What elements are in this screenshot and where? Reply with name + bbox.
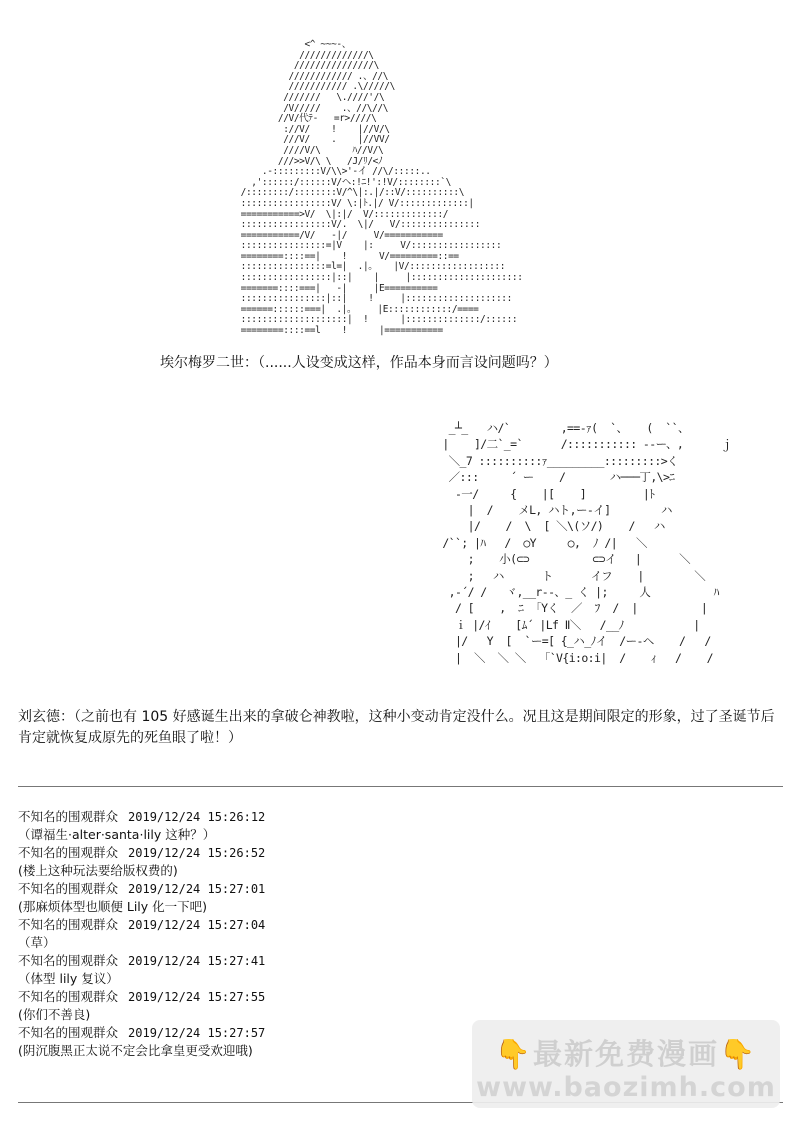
ascii-art-liuxuande: _┴_ ハ/` ,==‐ｧ( `、 ( ``、 | ]/二`_=` /::::::::::: ‐-ー、, ｊ ＼_7 ::::::::::ｧ_________:::::::::>く ／::: ´ ー / ハ───丁,\>ﾆ -一/ { |[ ] |ﾄ | / メL, ハト,ー-イ] ハ |/ / \ [ ＼\(ソ/) / ハ /``; |ﾊ / ○Y ○, ﾉ /| ＼ ; 小(⊂⊃ ⊂⊃イ | ＼ ; ハ ト イフ | ＼ ,-´/ / ヾ,__r--、_ く |; 人 ﾊ / [ , ﾆ ｢Yく ／ ﾌ / | | ｉ |/ｲ [ﾑ´ |Lf Ⅱ＼ /__ﾉ | |/ Y [ `ー=[ {_ハ_ﾉイ /ー-ヘ / / | ＼ ＼ ＼ ｢`V{i:o:i| / ｨ / /	[442, 421, 733, 665]
comment-list	[18, 808, 438, 1060]
comment-item	[18, 1024, 438, 1060]
comment-item	[18, 916, 438, 952]
comment-time: 2019/12/24 15:27:41	[128, 954, 266, 968]
comment-text: (那麻烦体型也顺便 Lily 化一下吧)	[18, 899, 208, 914]
watermark-title: 最新免费漫画	[532, 1037, 719, 1071]
watermark-title-row	[472, 1032, 780, 1073]
comment-text: (阴沉腹黑正太说不定会比拿皇更受欢迎哦)	[18, 1043, 253, 1058]
caption-ermeiro: 埃尔梅罗二世：（......人设变成这样，作品本身而言设问题吗？）	[160, 355, 558, 371]
comment-user: 不知名的围观群众	[18, 809, 119, 824]
comment-user: 不知名的围观群众	[18, 917, 119, 932]
comment-user: 不知名的围观群众	[18, 989, 119, 1004]
comment-user: 不知名的围观群众	[18, 845, 119, 860]
watermark-url[interactable]: www.baozimh.com	[476, 1072, 776, 1103]
comment-item	[18, 808, 438, 844]
comment-item	[18, 880, 438, 916]
comment-time: 2019/12/24 15:26:52	[128, 846, 266, 860]
comment-user: 不知名的围观群众	[18, 1025, 119, 1040]
comment-text: （谭福生·alter·santa·lily 这种？）	[18, 827, 216, 842]
comment-text: (楼上这种玩法要给版权费的)	[18, 863, 178, 878]
divider-top	[18, 786, 783, 787]
comment-time: 2019/12/24 15:27:55	[128, 990, 266, 1004]
watermark-banner[interactable]	[472, 1020, 780, 1108]
ascii-art-ermeiro: <^ ~~~-、 /////////////\ ///////////////\ //////////// .、//\ /////////// .\/////\ /////// \.////'/\ /V///// .、//\//\ //V/代ﾃ- =r>////\ ://V/ ! |//V/\ ///V/ . |//VV/ ////V/\ ﾊ//V/\ ///>>V/\ \ /J/ﾘ/<ﾉ .-:::::::::V/\\>'-イ //\/:::::.. ,'::::::/::::::V/ヘ:!ﾆ!':!V/::::::::`\ /::::::::/::::::::V/^\|:.|/::V/::::::::::\ :::::::::::::::::V/ \:|ﾄ.|/ V/:::::::::::::| ===========>V/ \|:|/ V/:::::::::::::/ :::::::::::::::::V/. \|/ V/::::::::::::::: ===========/V/ -|/ V/=========== ::::::::::::::::=|V |: V/::::::::::::::::: ========::::==| ! V/=========::== ::::::::::::::::=l=| .|。 |V/:::::::::::::::::: :::::::::::::::::|::| | |::::::::::::::::::::: =======::::===| -| |E========== ::::::::::::::::|::| ! |:::::::::::::::::::: ======::::::===| .|。 |E::::::::::::/==== ::::::::::::::::::::| ! |::::::::::::::/:::::: ========::::==l ! |===========	[240, 39, 523, 337]
comment-time: 2019/12/24 15:27:01	[128, 882, 266, 896]
comment-time: 2019/12/24 15:27:57	[128, 1026, 266, 1040]
comment-text: (你们不善良)	[18, 1007, 91, 1022]
comment-text: （草）	[18, 935, 56, 950]
pointing-down-icon: 👇	[719, 1037, 758, 1071]
pointing-down-icon: 👇	[494, 1037, 533, 1071]
caption-liuxuande: 刘玄德：（之前也有 105 好感诞生出来的拿破仑神教啦，这种小变动肯定没什么。况且这是期间限定的形象，过了圣诞节后肯定就恢复成原先的死鱼眼了啦！）	[18, 709, 775, 746]
comment-item	[18, 844, 438, 880]
comment-time: 2019/12/24 15:27:04	[128, 918, 266, 932]
comment-item	[18, 988, 438, 1024]
comment-user: 不知名的围观群众	[18, 953, 119, 968]
comment-item	[18, 952, 438, 988]
comment-text: （体型 lily 复议）	[18, 971, 119, 986]
comment-time: 2019/12/24 15:26:12	[128, 810, 266, 824]
comment-user: 不知名的围观群众	[18, 881, 119, 896]
